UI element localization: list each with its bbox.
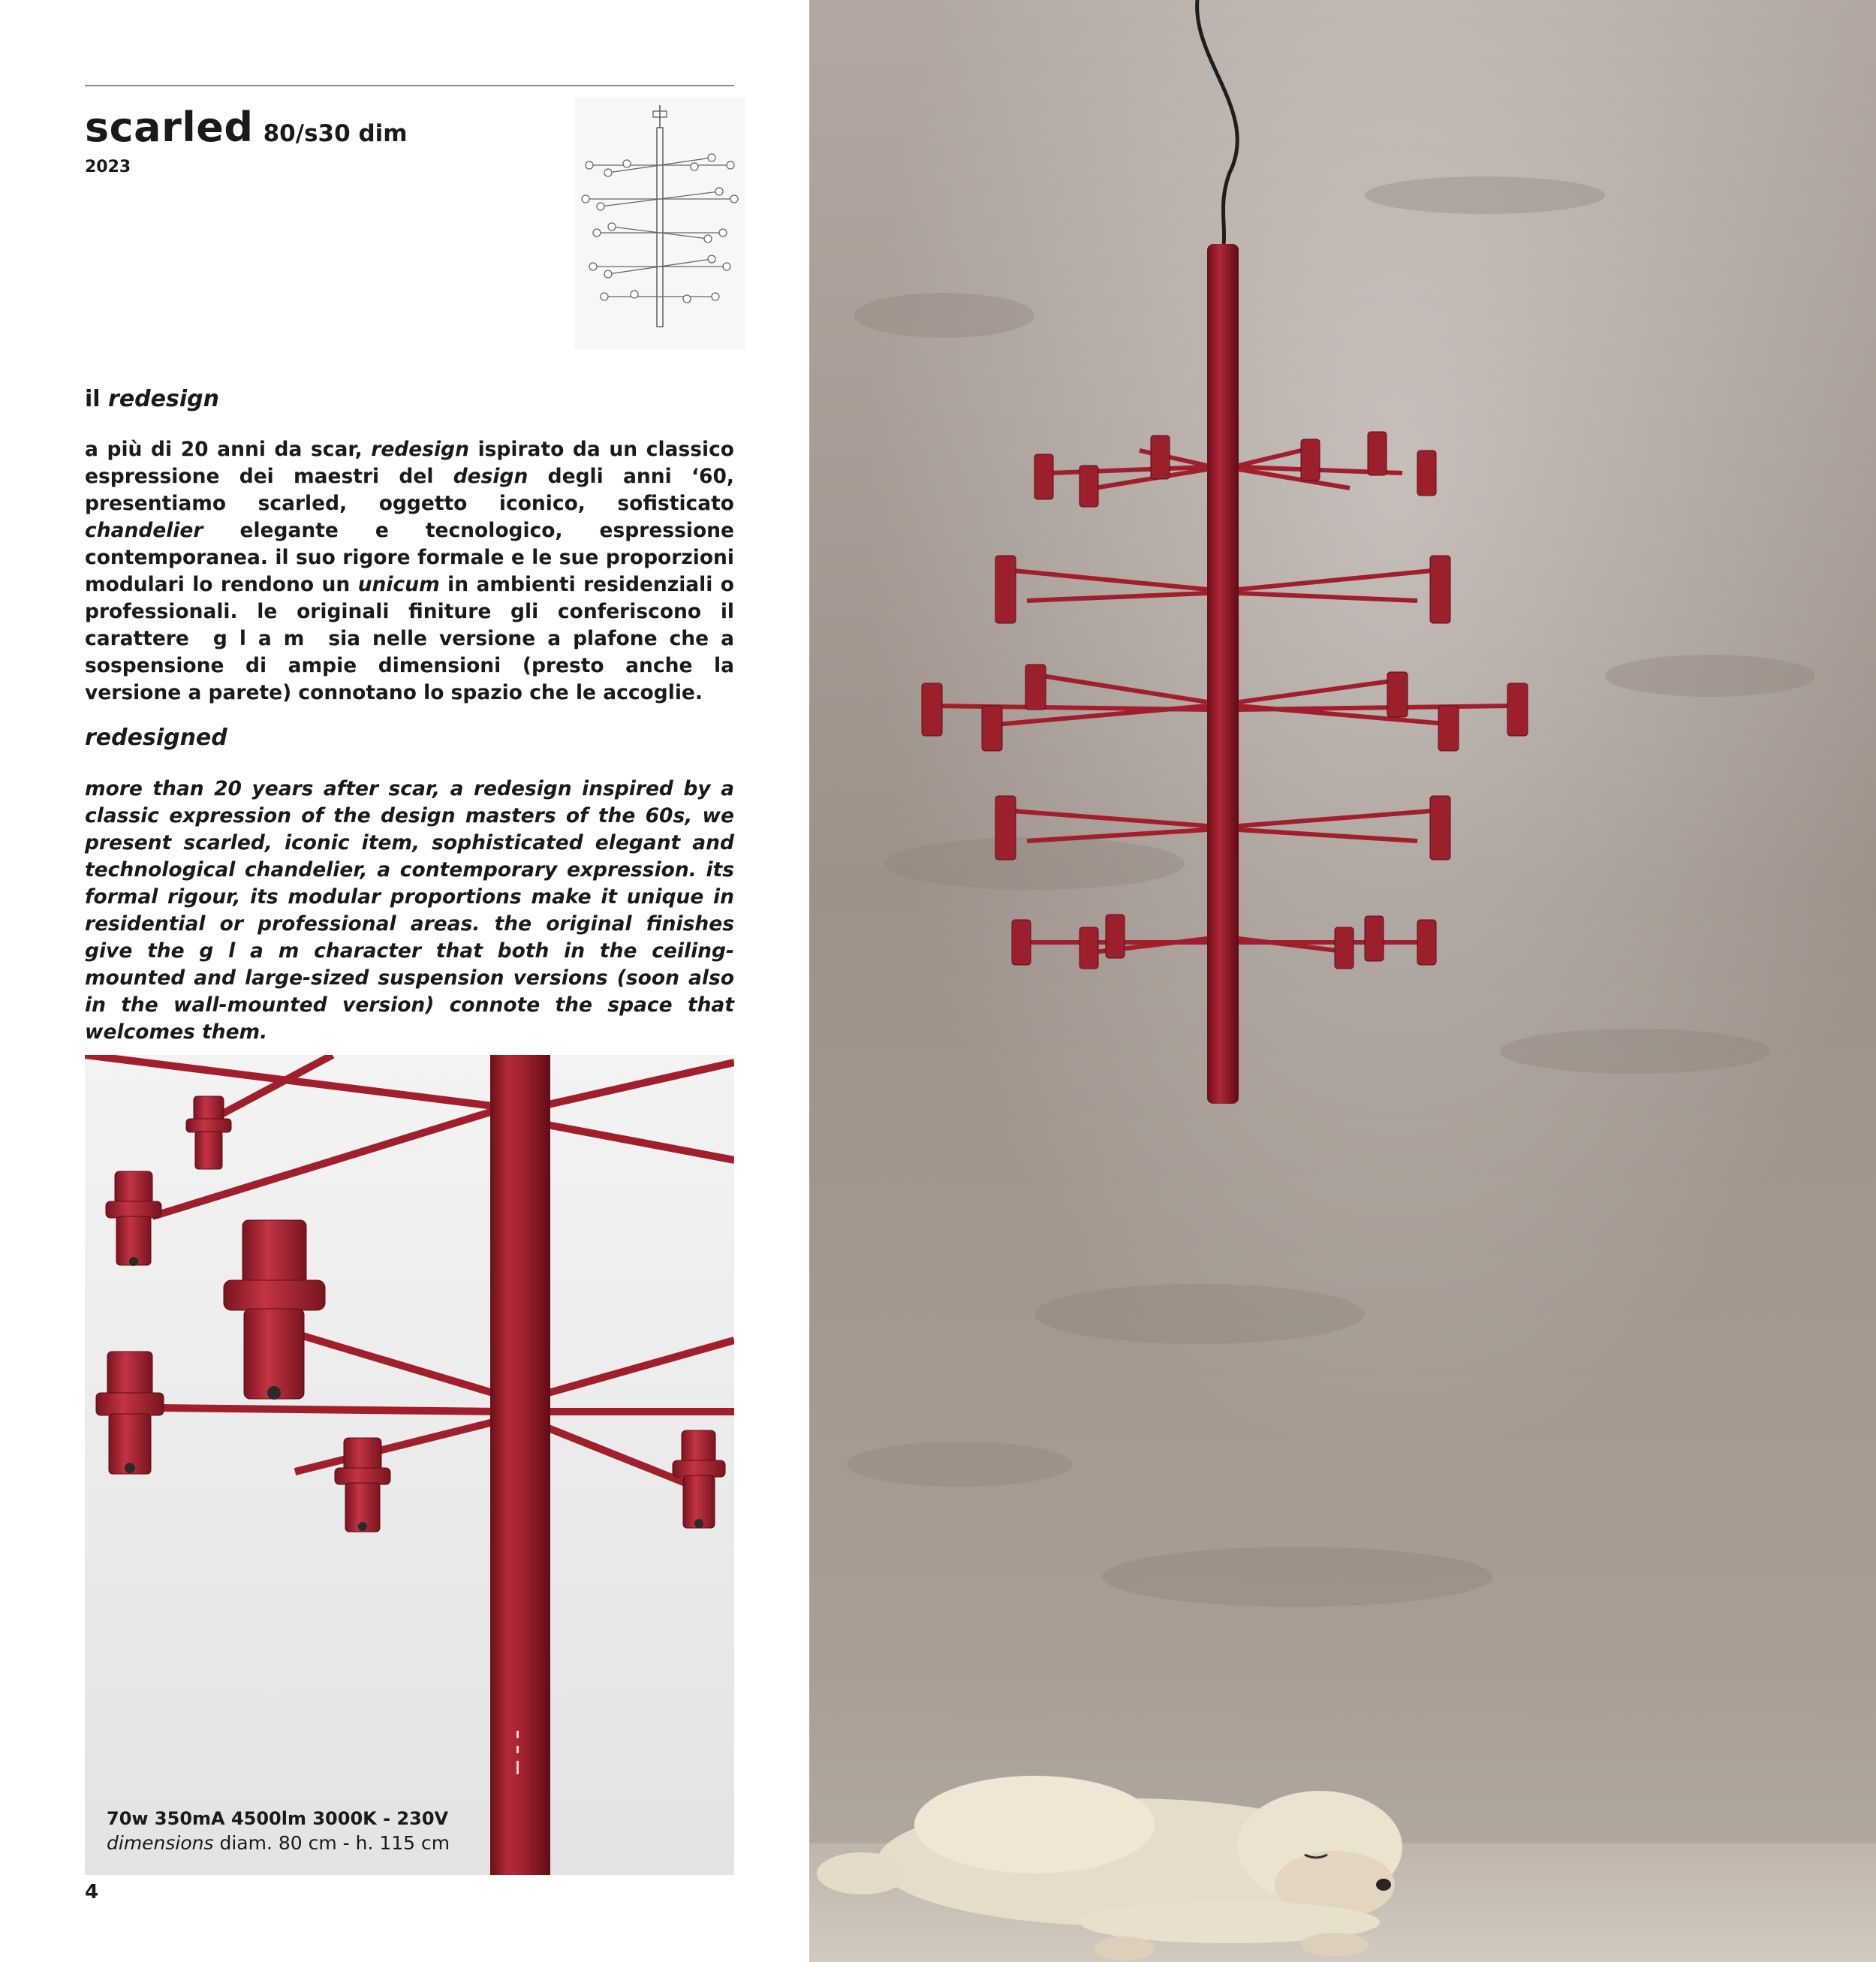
english-heading xyxy=(85,725,227,751)
product-year: 2023 xyxy=(85,158,131,176)
dimensions-label: dimensions xyxy=(107,1832,214,1854)
product-name: scarled xyxy=(85,104,254,151)
top-rule xyxy=(85,85,734,86)
italian-paragraph: a più di 20 anni da scar, redesign ispirato da un classico espressione dei maestri del design degli anni ‘60, presentiamo scarled, oggetto iconico, sofisticato chandelier elegante e tecnologico, espressione contemporanea. il suo rigore formale e le sue proporzioni modulari lo rendono un unicum in ambienti residenziali o professionali. le originali finiture gli conferiscono il carattere g l a m sia nelle versione a plafone che a sospensione di ampie dimensioni (presto anche la versione a parete) connotano lo spazio che le accoglie. xyxy=(85,438,734,704)
english-paragraph: more than 20 years after scar, a redesign inspired by a classic expression of the design masters of the 60s, we present scarled, iconic item, sophisticated elegant and technological chandelier, a contemporary expression. its formal rigour, its modular proportions make it unique in residential or professional areas. the original finishes give the g l a m character that both in the ceiling-mounted and large-sized suspension versions (soon also in the wall-mounted version) connote the space that welcomes them. xyxy=(85,777,734,1044)
chandelier-detail-photo xyxy=(85,1055,734,1875)
text-column xyxy=(0,0,809,1962)
italian-heading-prefix: il xyxy=(85,386,101,412)
dimensions-value: diam. 80 cm - h. 115 cm xyxy=(219,1832,450,1854)
product-title xyxy=(85,104,408,151)
page-number: 4 xyxy=(85,1881,99,1903)
technical-drawing xyxy=(574,98,745,349)
english-heading-text: redesigned xyxy=(85,725,227,751)
product-model: 80/s30 dim xyxy=(263,120,408,147)
dimensions-spec xyxy=(107,1832,450,1854)
italian-heading xyxy=(85,386,219,412)
electrical-spec: 70w 350mA 4500lm 3000K - 230V xyxy=(107,1808,449,1829)
italian-heading-emphasis: redesign xyxy=(108,386,219,412)
chandelier-room-photo xyxy=(809,0,1876,1962)
